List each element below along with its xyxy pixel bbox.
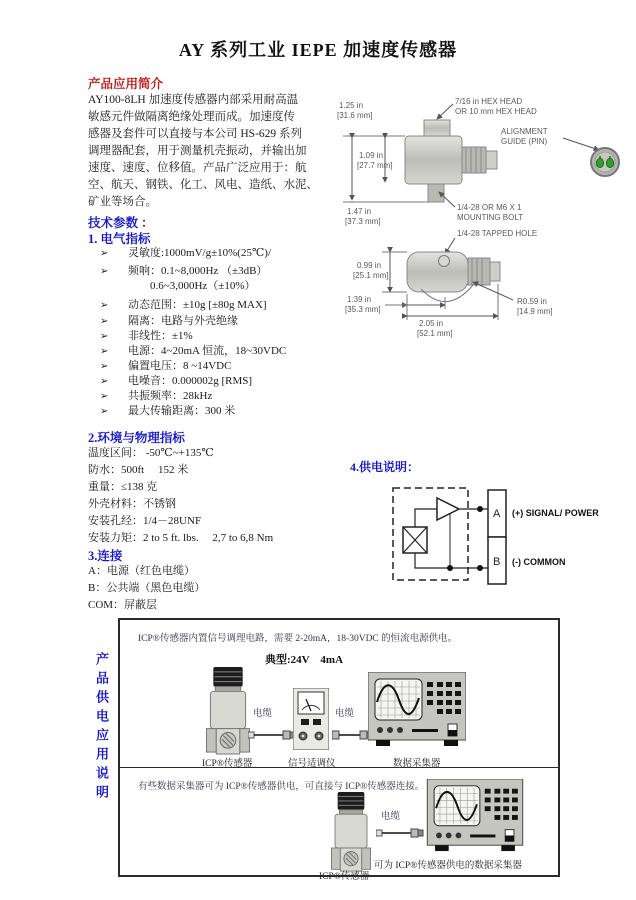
conn-line: B：公共端（黑色电缆） (88, 582, 206, 594)
signal-conditioner-illustration (293, 688, 329, 750)
intro-line: 空、航天、钢铁、化工、风电、造纸、水泥、 (88, 179, 318, 191)
dim-label: [37.3 mm] (345, 217, 381, 226)
bullet-arrow-icon: ➢ (100, 300, 109, 311)
power-heading: 4.供电说明： (350, 460, 420, 474)
env-line: 安装力矩：2 to 5 ft. lbs. 2,7 to 6,8 Nm (88, 532, 274, 544)
environmental-heading: 2.环境与物理指标 (88, 431, 185, 445)
mounting-bolt-label: 1/4-28 OR M6 X 1 (457, 203, 522, 212)
panel-divider (120, 767, 558, 768)
sensor-side-view-2 (382, 238, 513, 320)
intro-line: 敏感元件做隔离绝缘处理而成。加速度传 (88, 111, 295, 123)
bullet-arrow-icon: ➢ (100, 266, 109, 277)
hex-head-label: 7/16 in HEX HEAD (455, 97, 523, 106)
amplifier-symbol (437, 498, 459, 520)
dim-label: 1.25 in (339, 101, 364, 110)
bullet-arrow-icon: ➢ (100, 316, 109, 327)
bullet-arrow-icon: ➢ (100, 248, 109, 259)
electrical-heading: 1. 电气指标 (88, 232, 151, 246)
tapped-hole-label: 1/4-28 TAPPED HOLE (457, 229, 538, 238)
bullet-arrow-icon: ➢ (100, 406, 109, 417)
sensor-dimension-drawing (333, 92, 636, 352)
page-title: AY 系列工业 IEPE 加速度传感器 (178, 40, 458, 60)
application-box (118, 618, 560, 882)
icp-sensor-illustration (206, 667, 250, 755)
connector-pin-icon (596, 158, 603, 167)
dim-label: 2.05 in (419, 319, 444, 328)
env-line: 温度区间： -50℃~+135℃ (88, 447, 214, 459)
specs-heading: 技术参数 ： (88, 216, 154, 230)
cable-label: 电缆 (335, 709, 355, 719)
spec-item: ➢ 隔离：电路与外壳绝缘 (100, 315, 238, 327)
panel2-note: 有些数据采集器可为 ICP®传感器供电，可直接与 ICP®传感器连接。 (138, 782, 425, 792)
data-collector-illustration (426, 779, 524, 853)
spec-item: ➢ 共振频率：28kHz (100, 390, 213, 402)
terminal-b-letter: B (493, 556, 501, 568)
spec-item-continuation: 0.6~3,000Hz（±10%） (150, 280, 256, 292)
junction-dot (477, 565, 483, 571)
conditioner-label: 信号适调仪 (288, 759, 336, 769)
conn-line: COM：屏蔽层 (88, 599, 158, 611)
icp-sensor-illustration (330, 792, 372, 872)
dim-label: [35.3 mm] (345, 305, 381, 314)
cable-illustration (248, 728, 296, 742)
alignment-guide-label: ALIGNMENT (501, 127, 548, 136)
spec-item: ➢ 电噪音：0.000002g [RMS] (100, 375, 253, 387)
dim-label: [27.7 mm] (357, 161, 393, 170)
env-line: 防水：500ft 152 米 (88, 464, 189, 476)
radius-label: [14.9 mm] (517, 307, 553, 316)
bullet-arrow-icon: ➢ (100, 361, 109, 372)
env-line: 安装孔经：1/4－28UNF (88, 515, 202, 527)
collector-label: 可为 ICP®传感器供电的数据采集器 (374, 861, 522, 871)
bullet-arrow-icon: ➢ (100, 346, 109, 357)
alignment-guide-label: GUIDE (PIN) (501, 137, 548, 146)
dim-label: [31.6 mm] (337, 111, 373, 120)
cable-illustration (332, 728, 372, 742)
dim-label: 1.09 in (359, 151, 384, 160)
data-collector-illustration (368, 672, 466, 748)
dim-label: 1.39 in (347, 295, 372, 304)
junction-dot (477, 506, 483, 512)
sensor-label: ICP®传感器 (202, 759, 253, 769)
intro-line: AY100-8LH 加速度传感器内部采用耐高温 (88, 94, 299, 106)
connection-heading: 3.连接 (88, 549, 123, 563)
mounting-bolt-label: MOUNTING BOLT (457, 213, 524, 222)
spec-item: ➢ 频响：0.1~8,000Hz （±3dB） (100, 265, 268, 277)
conn-line: A：电源（红色电缆） (88, 565, 195, 577)
dim-label: 0.99 in (357, 261, 382, 270)
terminal-a-letter: A (493, 508, 501, 520)
hex-head-label: OR 10 mm HEX HEAD (455, 107, 537, 116)
intro-line: 矿业等场合。 (88, 196, 157, 208)
panel1-typical-value: 典型:24V 4mA (265, 654, 344, 666)
bullet-arrow-icon: ➢ (100, 391, 109, 402)
bullet-arrow-icon: ➢ (100, 331, 109, 342)
dim-label: 1.47 in (347, 207, 372, 216)
connector-pin-icon (606, 158, 613, 167)
common-label: (-) COMMON (512, 557, 566, 567)
spec-item: ➢ 非线性：±1% (100, 330, 193, 342)
cable-label: 电缆 (381, 812, 401, 822)
intro-line: 调理器配套，用于测量机壳振动，并输出加 (88, 145, 307, 157)
sensor-connector-face (563, 138, 619, 176)
bullet-arrow-icon: ➢ (100, 376, 109, 387)
intro-heading: 产品应用简介 (88, 77, 164, 91)
signal-power-label: (+) SIGNAL/ POWER (512, 508, 599, 518)
panel1-note: ICP®传感器内置信号调理电路，需要 2-20mA，18-30VDC 的恒流电源供电。 (138, 634, 458, 644)
application-side-label: 产品供电应用说明 (94, 652, 109, 804)
env-line: 重量：≤138 克 (88, 481, 158, 493)
intro-line: 感器及套件可以直接与本公司 HS-629 系列 (88, 128, 303, 140)
spec-item: ➢ 动态范围：±10g [±80g MAX] (100, 299, 267, 311)
spec-item: ➢ 电源：4~20mA 恒流，18~30VDC (100, 345, 287, 357)
dim-label: [52.1 mm] (417, 329, 453, 338)
cable-illustration (376, 826, 424, 840)
cable-label: 电缆 (253, 709, 273, 719)
intro-paragraph (88, 92, 318, 211)
dim-label: [25.1 mm] (353, 271, 389, 280)
spec-item: ➢ 偏置电压：8 ~14VDC (100, 360, 232, 372)
junction-dot (447, 565, 453, 571)
radius-label: R0.59 in (517, 297, 547, 306)
power-wiring-diagram (385, 482, 620, 597)
collector-label: 数据采集器 (393, 759, 441, 769)
sensor-label: ICP®传感器 (319, 872, 370, 882)
spec-item: ➢ 灵敏度:1000mV/g±10%(25℃)/ (100, 247, 271, 259)
spec-item: ➢ 最大传输距离：300 米 (100, 405, 236, 417)
env-line: 外壳材料：不锈钢 (88, 498, 176, 510)
intro-line: 速度、速度、位移值。产品广泛应用于：航 (88, 162, 307, 174)
